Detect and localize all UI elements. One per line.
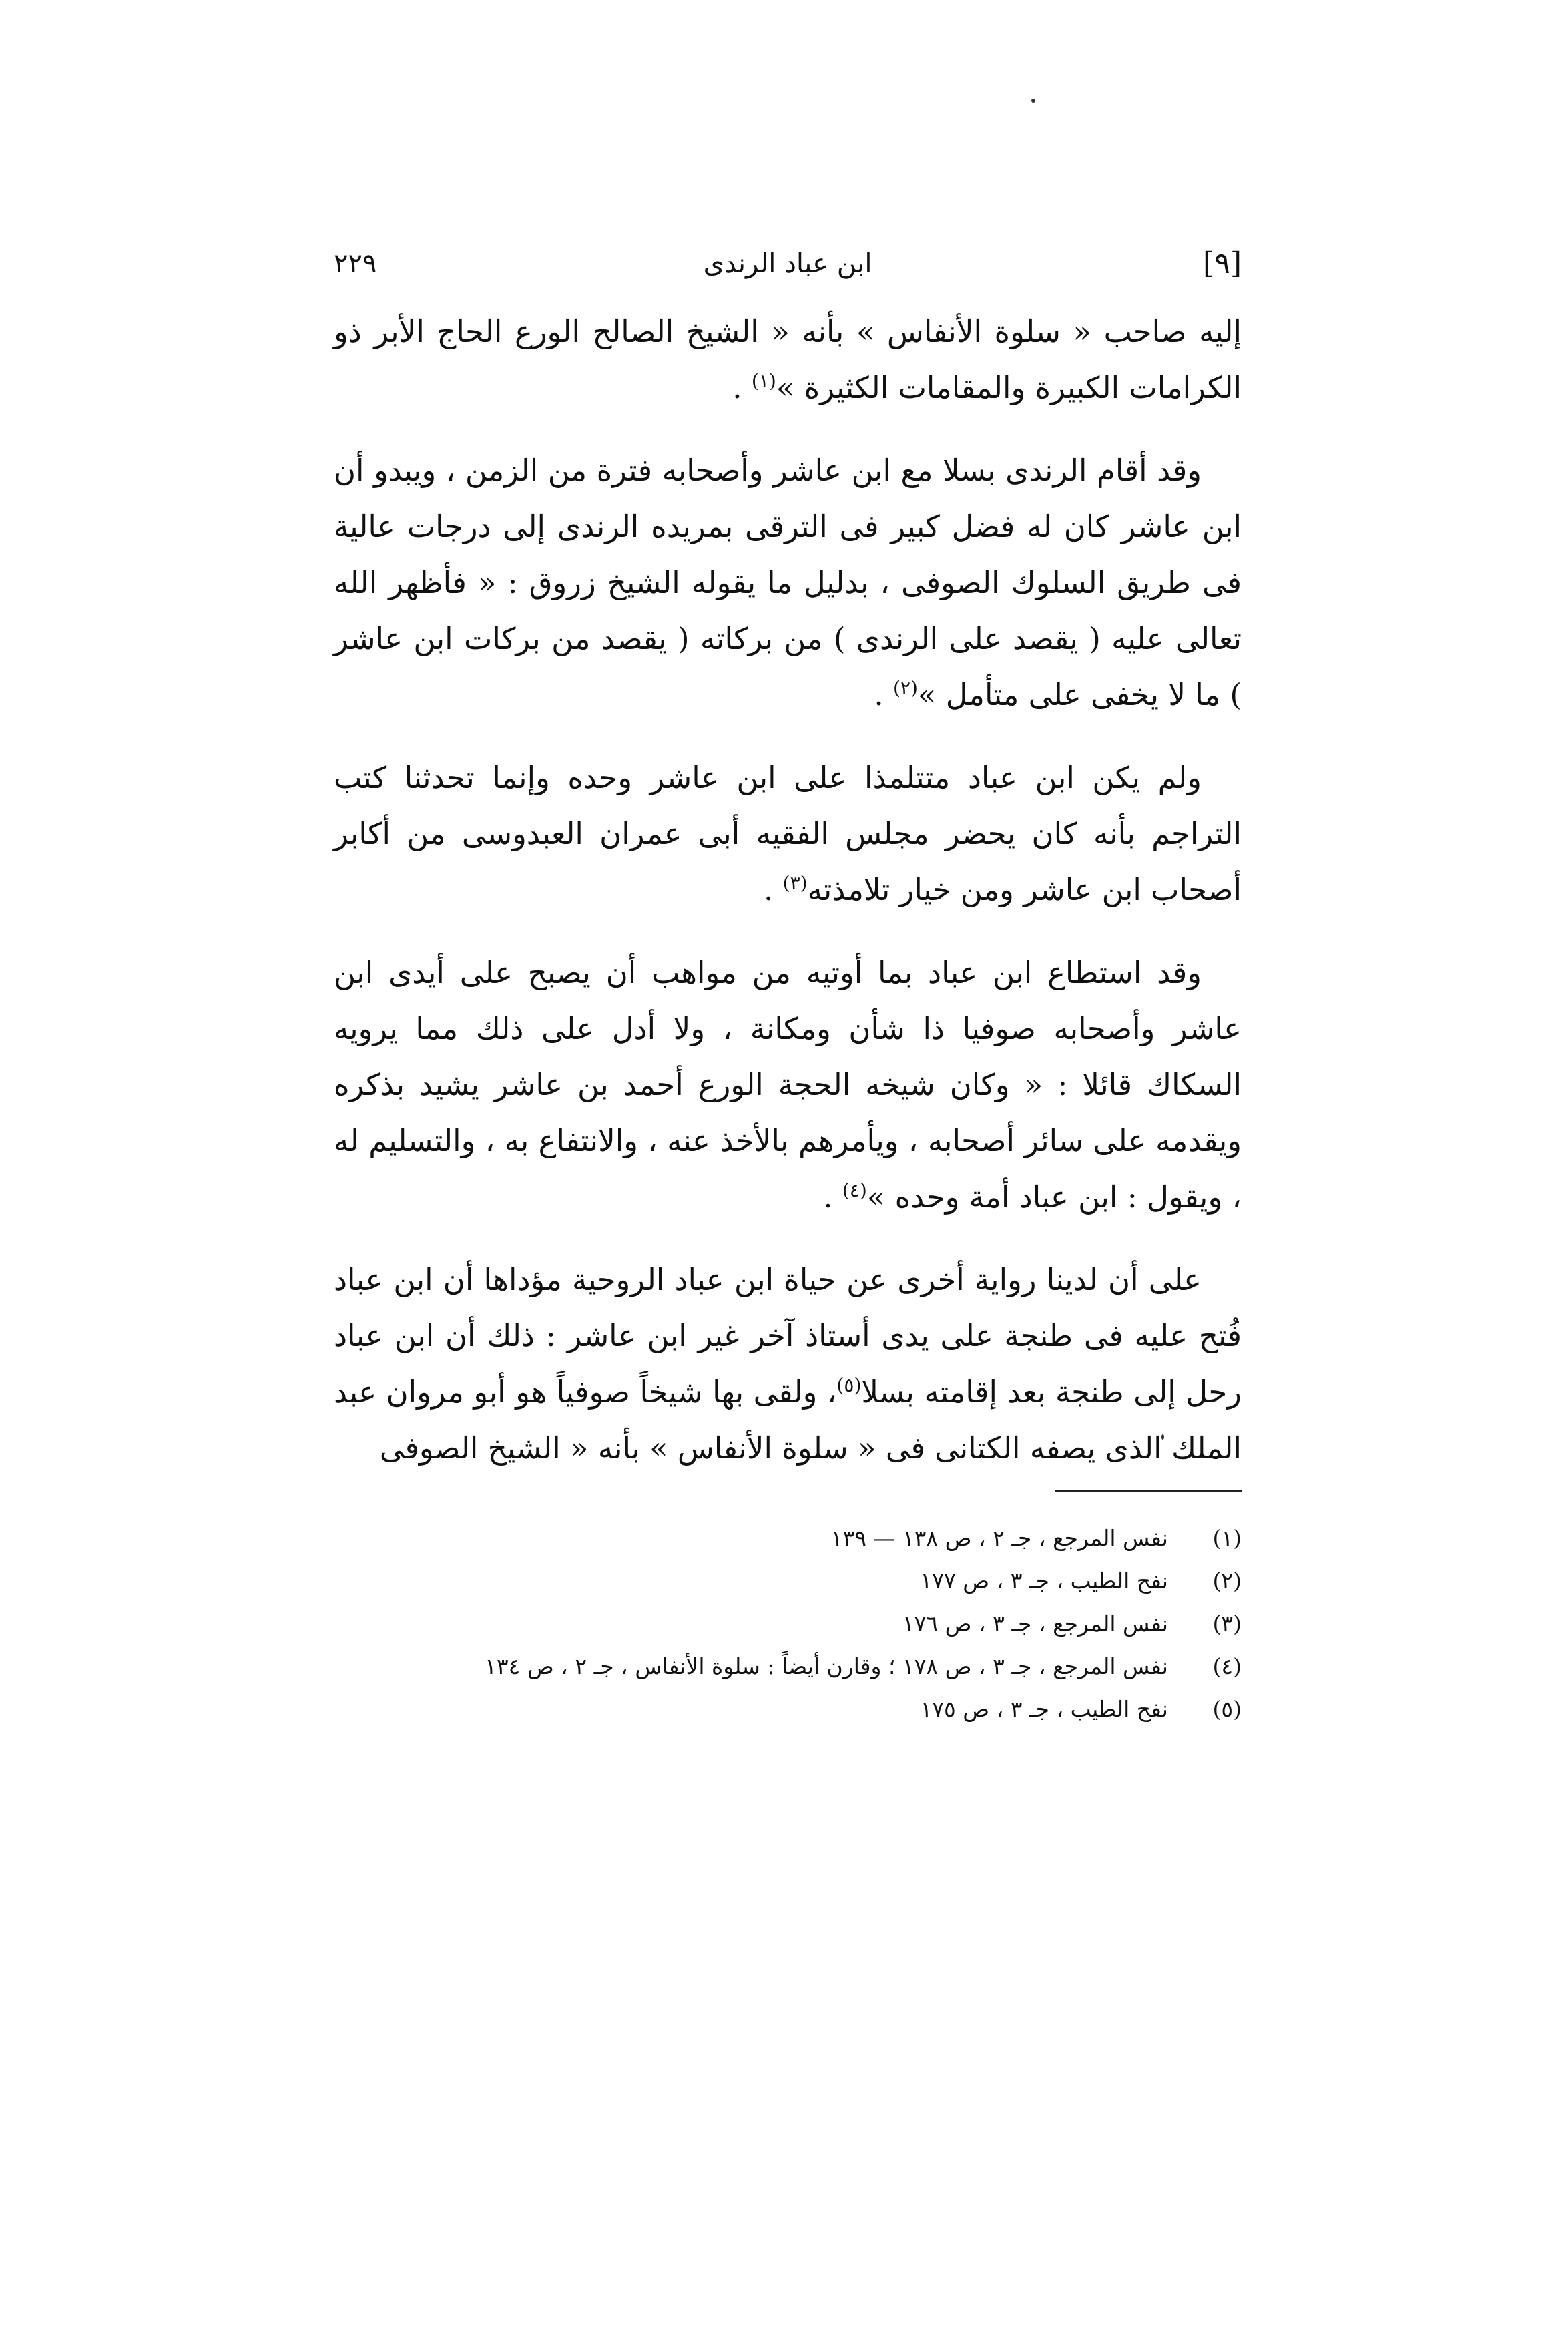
- running-header: [334, 240, 1242, 287]
- footnote-text: نفس المرجع ، جـ ٣ ، ص ١٧٨ ؛ وقارن أيضاً : سلوة الأنفاس ، جـ ٢ ، ص ١٣٤: [485, 1653, 1168, 1679]
- paragraph-tail: ، ولقى بها شيخاً صوفياً هو أبو مروان عبد الملك الذى يصفه الكتانى فى « سلوة الأنفاس » بأنه « الشيخ الصوفى: [334, 1374, 1242, 1466]
- running-title: ابن عباد الرندى: [703, 248, 872, 279]
- paragraph-text: وقد استطاع ابن عباد بما أوتيه من مواهب أن يصبح على أيدى ابن عاشر وأصحابه صوفيا ذا شأن ومكانة ، ولا أدل على ذلك مما يرويه السكاك قائلا : « وكان شيخه الحجة الورع أحمد بن عاشر يشيد بذكره ويقدمه على سائر أصحابه ، ويأمرهم بالأخذ عنه ، والانتفاع به ، والتسليم له ، ويقول : ابن عباد أمة وحده »: [334, 955, 1242, 1215]
- paragraph: [334, 750, 1242, 918]
- page-number: ٢٢٩: [334, 248, 377, 279]
- paragraph: [334, 945, 1242, 1225]
- body-text: [334, 304, 1242, 1503]
- footnote-reference: (٣): [782, 872, 808, 894]
- paragraph-tail: .: [764, 872, 783, 907]
- footnote-reference: (٢): [893, 677, 918, 699]
- footnote-number: (٣): [1212, 1611, 1242, 1637]
- paragraph: [334, 304, 1242, 416]
- footnote-number: (١): [1212, 1525, 1242, 1551]
- paragraph-text: على أن لدينا رواية أخرى عن حياة ابن عباد الروحية مؤداها أن ابن عباد فُتح عليه فى طنجة على يدى أستاذ آخر غير ابن عاشر : ذلك أن ابن عباد رحل إلى طنجة بعد إقامته بسلا: [334, 1262, 1242, 1410]
- footnote-item: [307, 1645, 1242, 1688]
- paragraph-tail: .: [823, 1179, 842, 1215]
- paragraph-text: ولم يكن ابن عباد متتلمذا على ابن عاشر وحده وإنما تحدثنا كتب التراجم بأنه كان يحضر مجلس الفقيه أبى عمران العبدوسى من أكابر أصحاب ابن عاشر ومن خيار تلامذته: [334, 760, 1242, 907]
- footnote-item: [307, 1603, 1242, 1645]
- footnote-text: نفح الطيب ، جـ ٣ ، ص ١٧٧: [920, 1568, 1168, 1594]
- footnote-reference: (٤): [842, 1179, 867, 1201]
- footnote-reference: (١): [751, 370, 776, 392]
- footnote-item: [307, 1517, 1242, 1560]
- paragraph-tail: .: [732, 370, 752, 405]
- paragraph: [334, 443, 1242, 723]
- scan-speck: [1031, 99, 1035, 103]
- footnote-item: [307, 1560, 1242, 1603]
- paragraph: [334, 1252, 1242, 1476]
- paragraph-tail: .: [874, 677, 893, 712]
- chapter-marker: [٩]: [1203, 246, 1242, 280]
- footnote-number: (٢): [1212, 1568, 1242, 1594]
- paragraph-text: وقد أقام الرندى بسلا مع ابن عاشر وأصحابه فترة من الزمن ، ويبدو أن ابن عاشر كان له فضل كبير فى الترقى بمريده الرندى إلى درجات عالية فى طريق السلوك الصوفى ، بدليل ما يقوله الشيخ زروق : « فأظهر الله تعالى عليه ( يقصد على الرندى ) من بركاته ( يقصد من بركات ابن عاشر ) ما لا يخفى على متأمل »: [334, 453, 1242, 712]
- footnote-number: (٥): [1212, 1696, 1242, 1722]
- footnote-item: [307, 1688, 1242, 1731]
- footnote-reference: (٥): [836, 1374, 862, 1396]
- footnote-text: نفس المرجع ، جـ ٣ ، ص ١٧٦: [902, 1611, 1168, 1637]
- footnote-divider: [1055, 1490, 1242, 1492]
- footnotes: [307, 1517, 1242, 1731]
- footnote-text: نفح الطيب ، جـ ٣ ، ص ١٧٥: [920, 1696, 1168, 1722]
- footnote-number: (٤): [1212, 1653, 1242, 1679]
- footnote-text: نفس المرجع ، جـ ٢ ، ص ١٣٨ — ١٣٩: [830, 1525, 1168, 1551]
- paragraph-text: إليه صاحب « سلوة الأنفاس » بأنه « الشيخ الصالح الورع الحاج الأبر ذو الكرامات الكبيرة والمقامات الكثيرة »: [334, 314, 1242, 405]
